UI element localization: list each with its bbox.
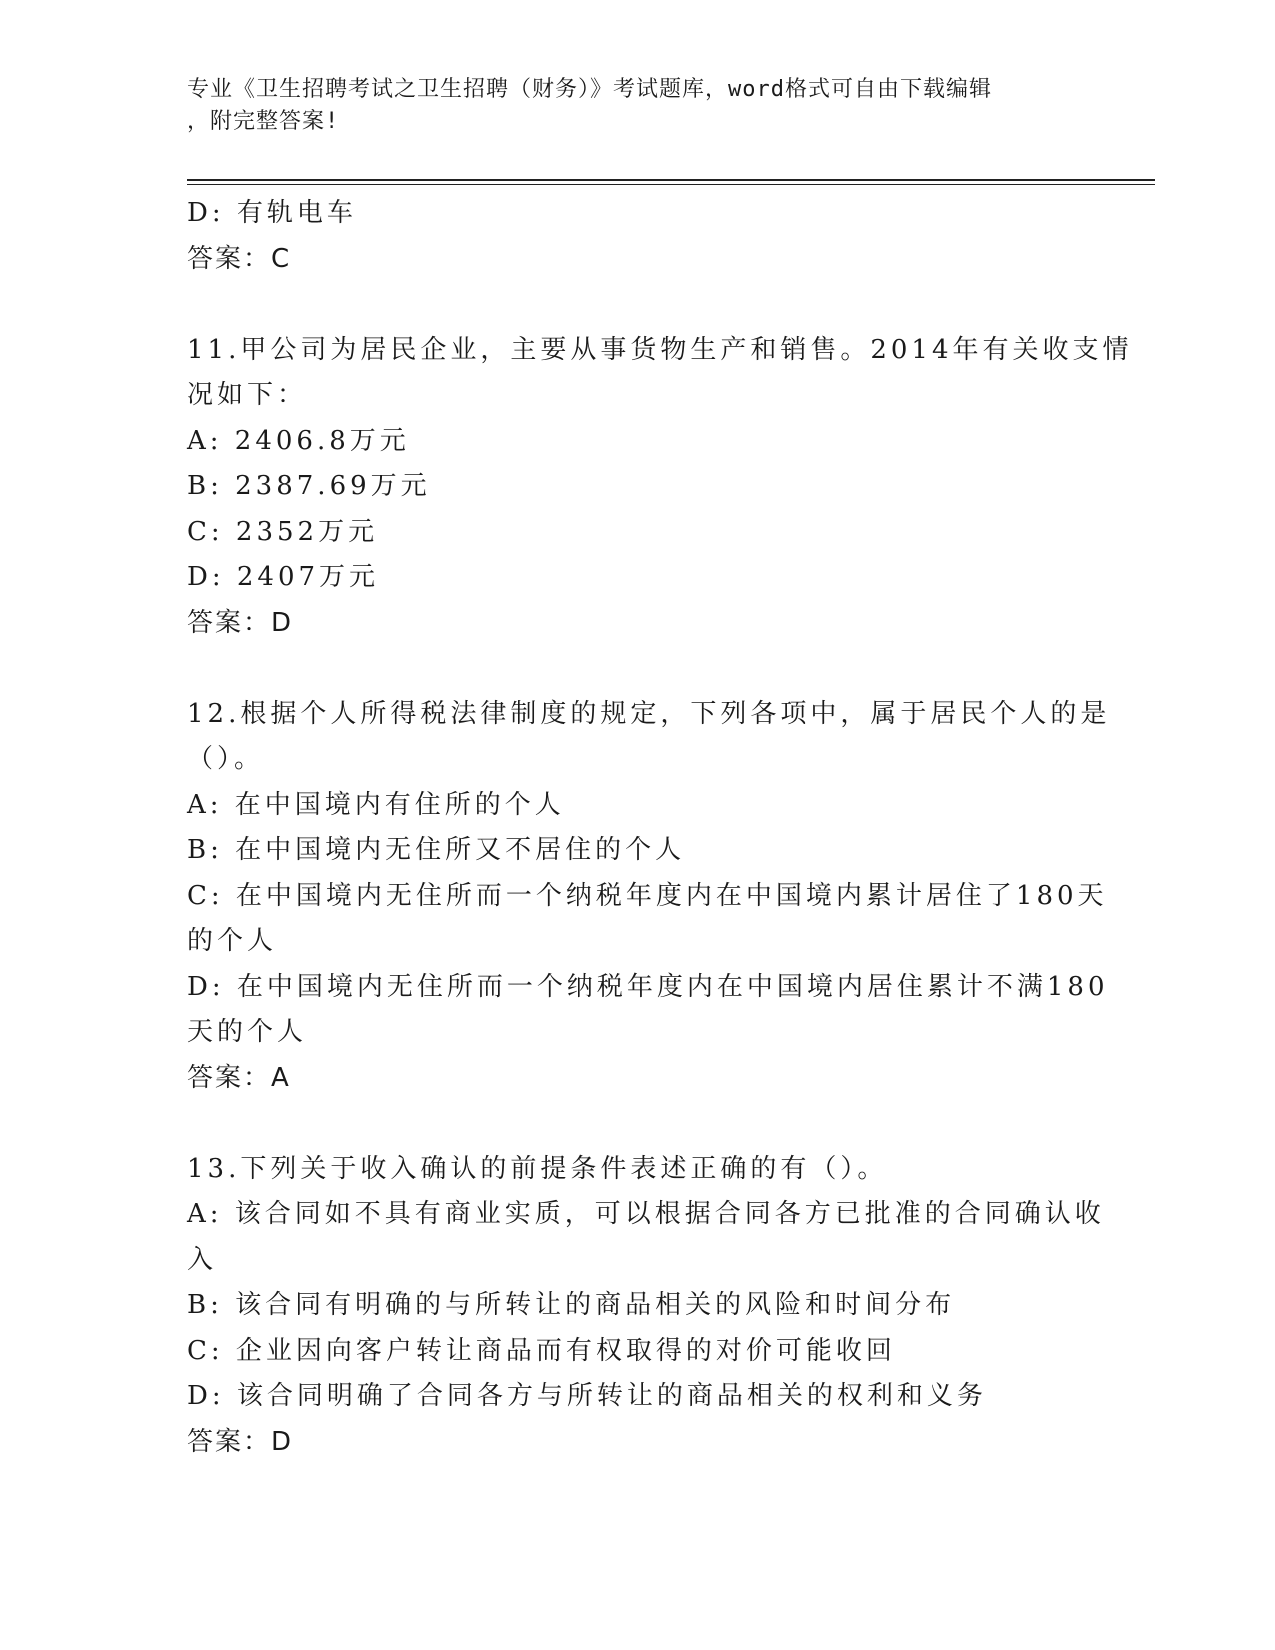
option-c: C: 在中国境内无住所而一个纳税年度内在中国境内累计居住了180天 [187, 880, 1108, 911]
question-11 [187, 328, 1133, 647]
question-stem-continued: （）。 [187, 744, 265, 774]
spacer [187, 282, 1087, 328]
option-b: B: 该合同有明确的与所转让的商品相关的风险和时间分布 [187, 1290, 956, 1320]
spacer [187, 646, 1087, 692]
question-stem: 12.根据个人所得税法律制度的规定，下列各项中，属于居民个人的是 [187, 698, 1111, 729]
previous-question [187, 191, 1087, 282]
question-stem: 13.下列关于收入确认的前提条件表述正确的有（）。 [187, 1153, 888, 1184]
option-a: A: 2406.8万元 [187, 425, 410, 456]
question-stem-continued: 况如下： [187, 380, 308, 410]
option-d: D: 该合同明确了合同各方与所转让的商品相关的权利和义务 [187, 1381, 987, 1411]
answer-line: 答案：A [187, 1062, 291, 1093]
option-b: B: 2387.69万元 [187, 471, 431, 501]
header-line-2: ，附完整答案! [187, 109, 340, 134]
header-divider-thin [187, 184, 1155, 185]
option-c: C: 企业因向客户转让商品而有权取得的对价可能收回 [187, 1335, 896, 1366]
option-c: C: 2352万元 [187, 516, 379, 547]
option-d: D: 在中国境内无住所而一个纳税年度内在中国境内居住累计不满180 [187, 971, 1109, 1002]
question-13 [187, 1147, 1105, 1466]
option-c-continued: 的个人 [187, 926, 278, 956]
header-line-1: 专业《卫生招聘考试之卫生招聘（财务）》考试题库，word格式可自由下载编辑 [187, 77, 992, 102]
document-header [187, 74, 1077, 138]
question-stem: 11.甲公司为居民企业，主要从事货物生产和销售。2014年有关收支情 [187, 334, 1133, 365]
option-d: D: 有轨电车 [187, 198, 357, 228]
answer-line: 答案：D [187, 1426, 294, 1457]
option-a: A: 该合同如不具有商业实质，可以根据合同各方已批准的合同确认收 [187, 1199, 1105, 1229]
option-d: D: 2407万元 [187, 562, 380, 592]
spacer [187, 1101, 1087, 1147]
question-12 [187, 692, 1111, 1102]
answer-line: 答案：D [187, 607, 294, 638]
option-a: A: 在中国境内有住所的个人 [187, 789, 565, 820]
header-divider-thick [187, 179, 1155, 181]
question-list [187, 191, 1133, 1465]
option-d-continued: 天的个人 [187, 1017, 308, 1047]
option-a-continued: 入 [187, 1244, 218, 1275]
answer-line: 答案：C [187, 243, 292, 274]
option-b: B: 在中国境内无住所又不居住的个人 [187, 835, 686, 865]
